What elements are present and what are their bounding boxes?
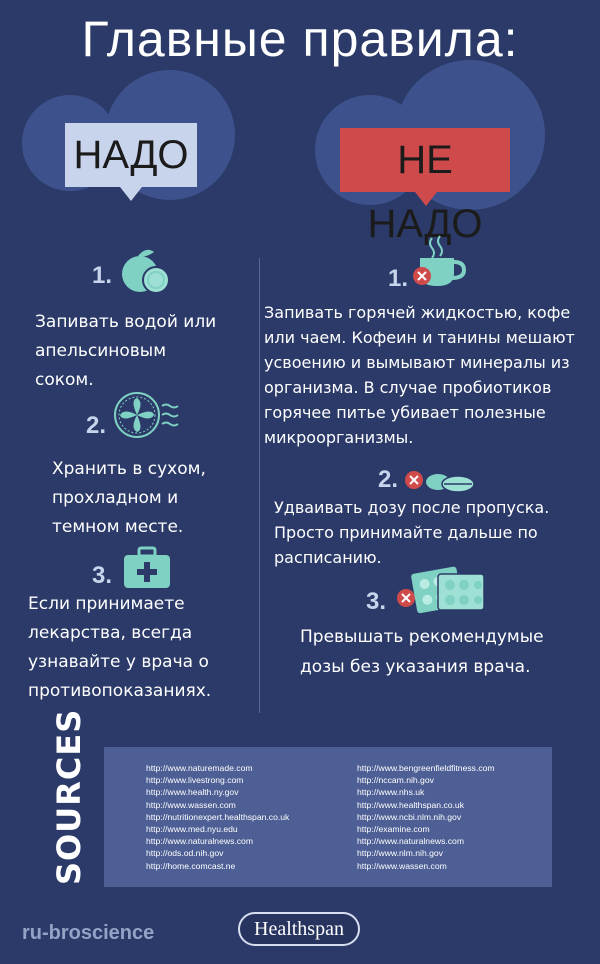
dont-label: НЕ НАДО [340, 128, 510, 192]
dont-item-1-text [264, 300, 594, 450]
source-link[interactable]: http://www.livestrong.com [146, 775, 244, 786]
text-line: лекарства, всегда [28, 623, 193, 643]
error-badge-icon [404, 470, 424, 494]
dont-item-3-number: 3. [366, 588, 387, 615]
source-link[interactable]: http://www.med.nyu.edu [146, 824, 238, 835]
text-line: микроорганизмы. [264, 428, 414, 447]
do-label-pointer [120, 187, 142, 201]
do-item-3-number: 3. [92, 562, 113, 589]
text-line: усвоению и вымывают минералы из [264, 353, 570, 372]
text-line: Запивать водой или [35, 312, 217, 332]
dont-item-3-text [300, 622, 595, 682]
citrus-icon [118, 242, 174, 298]
dont-label-pointer [415, 192, 437, 206]
dont-item-2-number: 2. [378, 466, 399, 493]
text-line: организма. В случае пробиотиков [264, 378, 552, 397]
sources-list-left [146, 762, 289, 872]
text-line: Хранить в сухом, [52, 459, 206, 479]
source-link[interactable]: http://ods.od.nih.gov [146, 848, 224, 859]
text-line: или чаем. Кофеин и танины мешают [264, 328, 575, 347]
source-link[interactable]: http://www.healthspan.co.uk [357, 799, 465, 810]
fan-icon [112, 390, 182, 440]
source-link[interactable]: http://www.ncbi.nlm.nih.gov [357, 811, 462, 822]
text-line: горячее питье убивает полезные [264, 403, 546, 422]
source-link[interactable]: http://examine.com [357, 824, 430, 835]
do-item-1-text [35, 308, 260, 395]
sources-label: SOURCES [50, 708, 88, 885]
source-link[interactable]: http://www.naturemade.com [146, 763, 253, 773]
text-line: Просто принимайте дальше по [274, 523, 538, 542]
source-link[interactable]: http://www.bengreenfieldfitness.com [357, 763, 495, 773]
text-line: Удваивать дозу после пропуска. [274, 498, 550, 517]
double-pill-icon [424, 470, 476, 494]
source-link[interactable]: http://nccam.nih.gov [357, 775, 434, 786]
source-link[interactable]: http://www.wassen.com [357, 860, 447, 871]
text-line: апельсиновым [35, 341, 167, 361]
text-line: расписанию. [274, 548, 382, 567]
source-link[interactable]: http://www.health.ny.gov [146, 787, 239, 798]
do-item-2-number: 2. [86, 412, 107, 439]
brand-watermark: ru-broscience [22, 922, 155, 944]
error-badge-icon [412, 266, 432, 290]
text-line: дозы без указания врача. [300, 657, 531, 677]
healthspan-logo: Healthspan [238, 912, 360, 946]
do-item-3-text [28, 590, 260, 706]
sources-list-right [357, 762, 495, 872]
text-line: Если принимаете [28, 594, 185, 614]
first-aid-kit-icon [122, 546, 172, 590]
do-item-2-text [52, 455, 257, 542]
text-line: прохладном и [52, 488, 179, 508]
source-link[interactable]: http://www.naturalnews.com [357, 836, 464, 847]
text-line: темном месте. [52, 517, 184, 537]
source-link[interactable]: http://www.wassen.com [146, 799, 236, 810]
do-label: НАДО [65, 123, 197, 187]
blister-pack-icon [408, 560, 488, 620]
dont-item-2-text [274, 495, 594, 570]
do-item-1-number: 1. [92, 262, 113, 289]
dont-item-1-number: 1. [388, 265, 409, 292]
source-link[interactable]: http://www.nlm.nih.gov [357, 848, 443, 859]
text-line: соком. [35, 370, 94, 390]
text-line: противопоказаниях. [28, 681, 212, 701]
text-line: Запивать горячей жидкостью, кофе [264, 303, 571, 322]
source-link[interactable]: http://www.nhs.uk [357, 787, 425, 798]
text-line: узнавайте у врача о [28, 652, 209, 672]
source-link[interactable]: http://nutritionexpert.healthspan.co.uk [146, 811, 290, 822]
text-line: Превышать рекомендумые [300, 627, 544, 647]
page-title: Главные правила: [81, 11, 519, 67]
source-link[interactable]: http://home.comcast.ne [146, 860, 236, 871]
source-link[interactable]: http://www.naturalnews.com [146, 836, 253, 847]
